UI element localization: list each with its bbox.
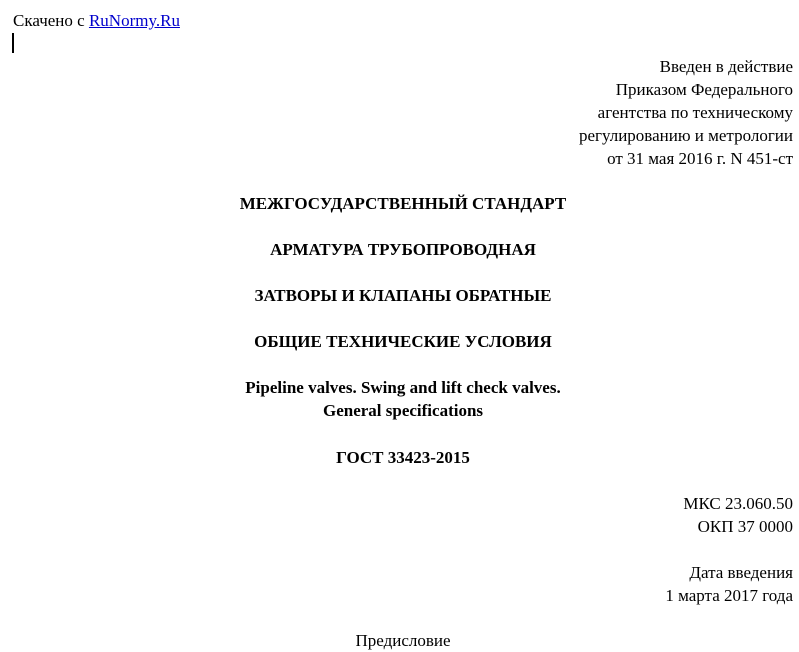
product-heading: ЗАТВОРЫ И КЛАПАНЫ ОБРАТНЫЕ	[254, 286, 552, 305]
introduced-line: от 31 мая 2016 г. N 451-ст	[607, 149, 793, 168]
english-title-line2: General specifications	[322, 401, 484, 420]
introduced-line: регулированию и метрологии	[578, 126, 793, 145]
conditions-heading: ОБЩИЕ ТЕХНИЧЕСКИЕ УСЛОВИЯ	[254, 332, 552, 351]
subject-heading: АРМАТУРА ТРУБОПРОВОДНАЯ	[270, 240, 536, 259]
effective-date-value: 1 марта 2017 года	[665, 586, 793, 605]
mks-code: МКС 23.060.50	[683, 494, 793, 513]
source-line	[13, 9, 180, 32]
introduced-line: Введен в действие	[659, 57, 793, 76]
effective-date-label: Дата введения	[689, 563, 793, 582]
introduced-line: Приказом Федерального	[615, 80, 793, 99]
effective-date-block	[665, 561, 793, 607]
okp-code: ОКП 37 0000	[697, 517, 793, 536]
text-cursor	[12, 33, 14, 53]
preface-heading: Предисловие	[355, 631, 451, 650]
classification-block	[683, 492, 793, 538]
english-title-line1: Pipeline valves. Swing and lift check valves.	[245, 378, 561, 397]
gost-number: ГОСТ 33423-2015	[336, 448, 470, 467]
introduced-block	[579, 55, 793, 170]
introduced-line: агентства по техническому	[597, 103, 793, 122]
runormy-link[interactable]: RuNormy.Ru	[88, 11, 180, 30]
source-prefix: Скачено с	[13, 11, 89, 30]
standard-type-heading: МЕЖГОСУДАРСТВЕННЫЙ СТАНДАРТ	[239, 194, 567, 213]
